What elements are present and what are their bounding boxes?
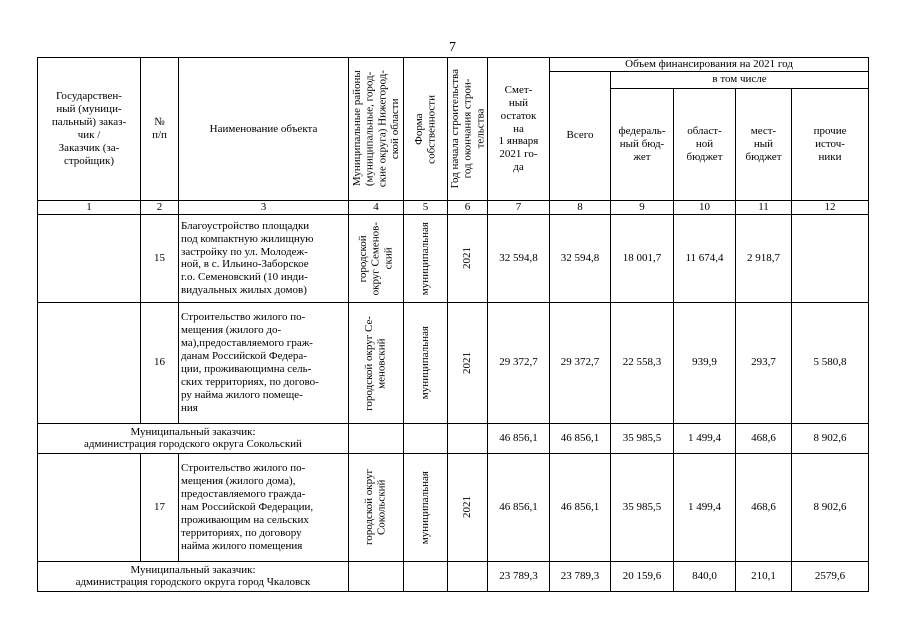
header-years-text: Год начала строительства год окончания строи- тельства	[448, 69, 486, 189]
estimate: 46 856,1	[488, 423, 550, 453]
row-number: 16	[141, 302, 179, 423]
col-number: 8	[550, 200, 611, 214]
local: 2 918,7	[736, 214, 792, 302]
federal: 22 558,3	[611, 302, 674, 423]
col-number: 11	[736, 200, 792, 214]
federal: 20 159,6	[611, 561, 674, 591]
col-number: 6	[448, 200, 488, 214]
federal: 18 001,7	[611, 214, 674, 302]
header-estimate: Смет- ный остаток на 1 января 2021 го- да	[488, 58, 550, 201]
district: городской округ Сокольский	[363, 469, 388, 546]
local: 468,6	[736, 423, 792, 453]
row-number: 17	[141, 453, 179, 561]
header-regional: област- ной бюджет	[674, 88, 736, 200]
page-number: 7	[449, 40, 456, 55]
header-num: № п/п	[141, 58, 179, 201]
row-number: 15	[141, 214, 179, 302]
regional: 840,0	[674, 561, 736, 591]
col-number: 10	[674, 200, 736, 214]
object-name: Строительство жилого по- мещения (жилого дома), предоставляемого гражда- нам Российской Федерации, проживающим на сельских территориях, по договору найма жилого помещения	[179, 453, 349, 561]
object-name: Благоустройство площадки под компактную жилищную застройку по ул. Молодеж- ной, в с. Ильино-Заборское г.о. Семеновский (10 инди- видуальных жилых домов)	[179, 214, 349, 302]
other: 8 902,6	[792, 453, 869, 561]
subtotal-row	[38, 423, 869, 453]
total: 23 789,3	[550, 561, 611, 591]
year: 2021	[461, 351, 474, 374]
local: 468,6	[736, 453, 792, 561]
total: 29 372,7	[550, 302, 611, 423]
federal: 35 985,5	[611, 423, 674, 453]
column-numbers-row	[38, 200, 869, 214]
header-ownership	[404, 58, 448, 201]
year: 2021	[461, 496, 474, 519]
regional: 1 499,4	[674, 453, 736, 561]
other	[792, 214, 869, 302]
other: 8 902,6	[792, 423, 869, 453]
header-federal: федераль- ный бюд- жет	[611, 88, 674, 200]
regional: 939,9	[674, 302, 736, 423]
col-number: 4	[349, 200, 404, 214]
header-including: в том числе	[611, 71, 869, 88]
year: 2021	[461, 247, 474, 270]
header-other: прочие источ- ники	[792, 88, 869, 200]
subtotal-row	[38, 561, 869, 591]
total: 46 856,1	[550, 423, 611, 453]
other: 2579,6	[792, 561, 869, 591]
other: 5 580,8	[792, 302, 869, 423]
ownership: муниципальная	[419, 221, 432, 296]
regional: 1 499,4	[674, 423, 736, 453]
subtotal-label: Муниципальный заказчик: администрация городского округа город Чкаловск	[38, 561, 349, 591]
col-number: 9	[611, 200, 674, 214]
estimate: 23 789,3	[488, 561, 550, 591]
header-object-name: Наименование объекта	[179, 58, 349, 201]
district: городской округ Се- меновский	[363, 315, 388, 411]
ownership: муниципальная	[419, 470, 432, 545]
header-local: мест- ный бюджет	[736, 88, 792, 200]
estimate: 32 594,8	[488, 214, 550, 302]
object-name: Строительство жилого по- мещения (жилого до- ма),предоставляемого граж- данам Российской Федера- ции, проживающимна сель- ских территориях, по догово- ру найма жилого помеще- ния	[179, 302, 349, 423]
financing-table	[37, 57, 869, 592]
header-district-text: Муниципальные районы (муниципальные, город- ские округа) Нижегород- ской области	[350, 70, 401, 188]
header-ownership-text: Форма собственности	[412, 94, 438, 164]
estimate: 29 372,7	[488, 302, 550, 423]
header-total: Всего	[550, 71, 611, 200]
total: 46 856,1	[550, 453, 611, 561]
col-number: 3	[179, 200, 349, 214]
col-number: 5	[404, 200, 448, 214]
subtotal-label: Муниципальный заказчик: администрация городского округа Сокольский	[38, 423, 349, 453]
header-years	[448, 58, 488, 201]
table-row	[38, 214, 869, 302]
col-number: 12	[792, 200, 869, 214]
local: 210,1	[736, 561, 792, 591]
header-funding-group: Объем финансирования на 2021 год	[550, 58, 869, 72]
total: 32 594,8	[550, 214, 611, 302]
estimate: 46 856,1	[488, 453, 550, 561]
header-customer: Государствен- ный (муници- пальный) заказ- чик / Заказчик (за- стройщик)	[38, 58, 141, 201]
header-district	[349, 58, 404, 201]
local: 293,7	[736, 302, 792, 423]
table-row	[38, 302, 869, 423]
col-number: 1	[38, 200, 141, 214]
col-number: 2	[141, 200, 179, 214]
federal: 35 985,5	[611, 453, 674, 561]
ownership: муниципальная	[419, 326, 432, 400]
district: городской округ Семенов- ский	[357, 221, 395, 296]
regional: 11 674,4	[674, 214, 736, 302]
table-row	[38, 453, 869, 561]
col-number: 7	[488, 200, 550, 214]
